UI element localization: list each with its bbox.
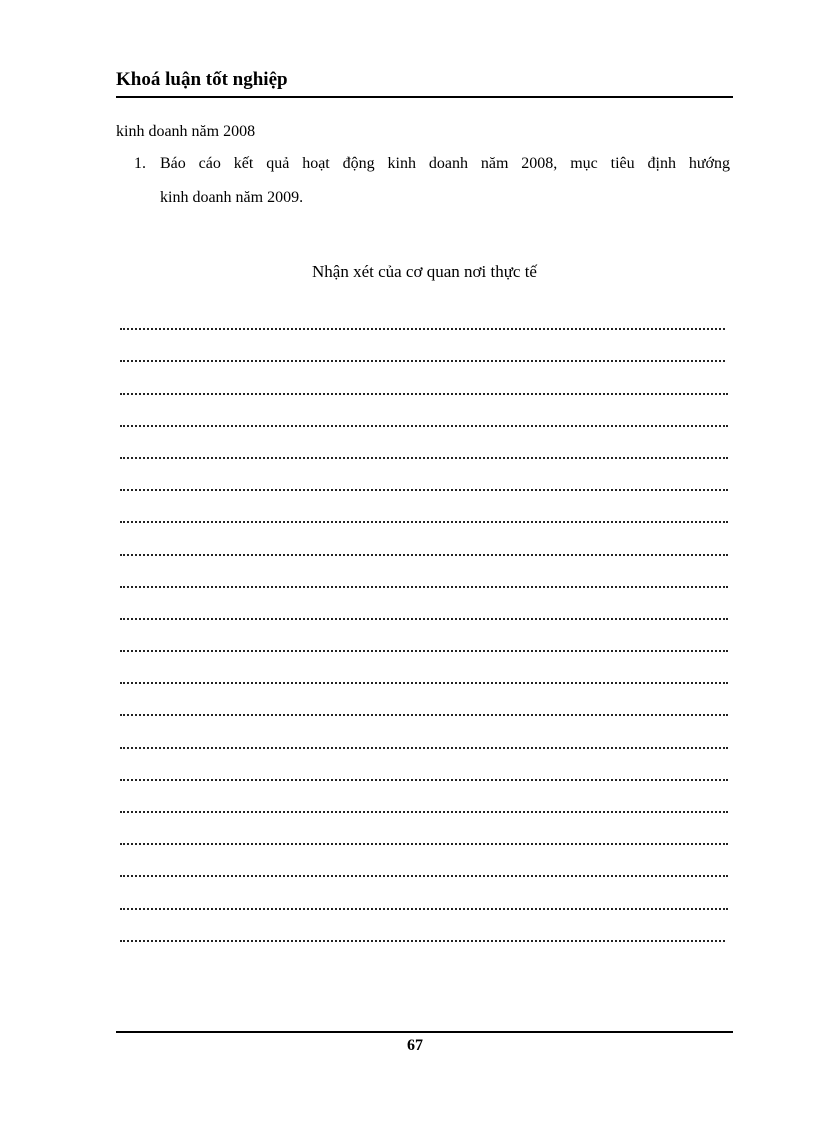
dotted-fill-line (120, 405, 728, 437)
footer-rule (116, 1031, 733, 1033)
dotted-fill-line (120, 662, 728, 694)
dotted-fill-line (120, 501, 728, 533)
dotted-fill-line (120, 598, 728, 630)
list-item (134, 154, 730, 214)
dotted-fill-line (120, 726, 728, 758)
list-number: 1. (134, 155, 146, 172)
dotted-fill-line (120, 437, 728, 469)
list-item-text-line-2: kinh doanh năm 2009. (160, 189, 304, 206)
dotted-fill-line (120, 469, 728, 501)
dotted-fill-line (120, 340, 728, 372)
dotted-fill-line (120, 694, 728, 726)
dotted-fill-line (120, 759, 728, 791)
continuation-text: kinh doanh năm 2008 (116, 123, 256, 140)
dotted-fill-line (120, 533, 728, 565)
dotted-fill-line (120, 308, 728, 340)
dotted-fill-line (120, 372, 728, 404)
comment-fill-lines (120, 308, 728, 952)
page-header (116, 68, 733, 98)
list-item-text-line-1: Báo cáo kết quả hoạt động kinh doanh năm 2008, mục tiêu định hướng (160, 155, 730, 172)
dotted-fill-line (120, 823, 728, 855)
section-heading: Nhận xét của cơ quan nơi thực tế (312, 262, 537, 281)
dotted-fill-line (120, 630, 728, 662)
dotted-fill-line (120, 566, 728, 598)
dotted-fill-line (120, 791, 728, 823)
dotted-fill-line (120, 920, 728, 952)
dotted-fill-line (120, 887, 728, 919)
document-title: Khoá luận tốt nghiệp (116, 69, 288, 90)
dotted-fill-line (120, 855, 728, 887)
page-number: 67 (407, 1037, 423, 1054)
